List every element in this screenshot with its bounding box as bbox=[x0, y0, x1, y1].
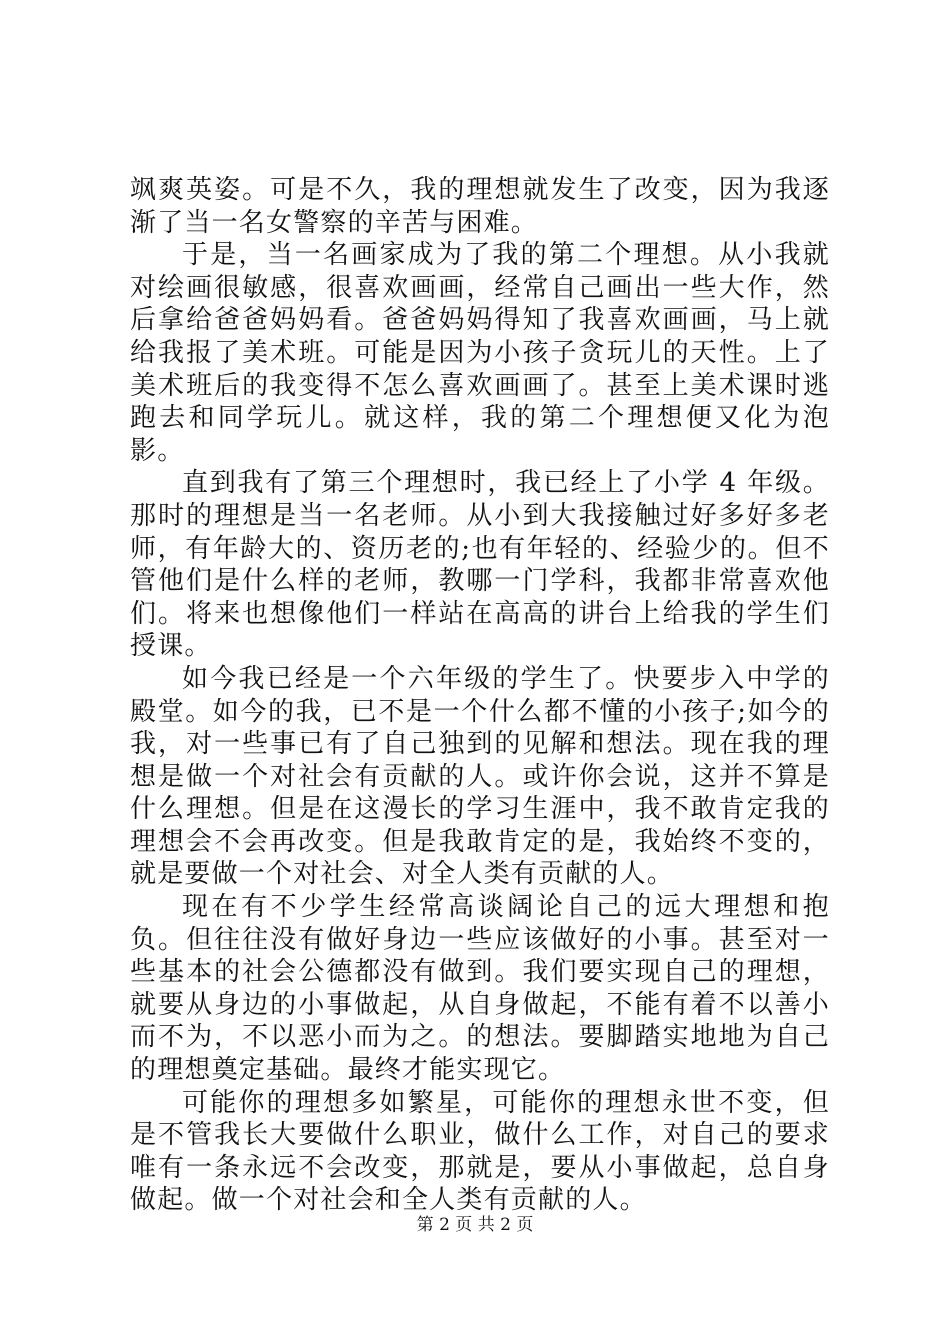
paragraph-teacher-dream: 直到我有了第三个理想时，我已经上了小学 4 年级。那时的理想是当一名老师。从小到大我接触过好多好多老师，有年龄大的、资历老的;也有年轻的、经验少的。但不管他们是什么样的老师，教哪一门学科，我都非常喜欢他们。将来也想像他们一样站在高高的讲台上给我的学生们授课。 bbox=[130, 468, 830, 662]
paragraph-painter-dream: 于是，当一名画家成为了我的第二个理想。从小我就对绘画很敏感，很喜欢画画，经常自己画出一些大作，然后拿给爸爸妈妈看。爸爸妈妈得知了我喜欢画画，马上就给我报了美术班。可能是因为小孩子贪玩儿的天性。上了美术班后的我变得不怎么喜欢画画了。甚至上美术课时逃跑去和同学玩儿。就这样，我的第二个理想便又化为泡影。 bbox=[130, 240, 830, 466]
paragraph-conclusion: 可能你的理想多如繁星，可能你的理想永世不变，但是不管我长大要做什么职业，做什么工作，对自己的要求唯有一条永远不会改变，那就是，要从小事做起，总自身做起。做一个对社会和全人类有贡献的人。 bbox=[130, 1087, 830, 1216]
page-number-footer: 第 2 页 共 2 页 bbox=[416, 1215, 534, 1235]
paragraph-continued: 飒爽英姿。可是不久，我的理想就发生了改变，因为我逐渐了当一名女警察的辛苦与困难。 bbox=[130, 175, 830, 238]
paragraph-current-dream: 如今我已经是一个六年级的学生了。快要步入中学的殿堂。如今的我，已不是一个什么都不懂的小孩子;如今的我，对一些事已有了自己独到的见解和想法。现在我的理想是做一个对社会有贡献的人。或许你会说，这并不算是什么理想。但是在这漫长的学习生涯中，我不敢肯定我的理想会不会再改变。但是我敢肯定的是，我始终不变的，就是要做一个对社会、对全人类有贡献的人。 bbox=[130, 663, 830, 890]
paragraph-small-things: 现在有不少学生经常高谈阔论自己的远大理想和抱负。但往往没有做好身边一些应该做好的小事。甚至对一些基本的社会公德都没有做到。我们要实现自己的理想，就要从身边的小事做起，从自身做起，不能有着不以善小而不为，不以恶小而为之。的想法。要脚踏实地地为自己的理想奠定基础。最终才能实现它。 bbox=[130, 892, 830, 1086]
essay-body bbox=[130, 174, 830, 1217]
